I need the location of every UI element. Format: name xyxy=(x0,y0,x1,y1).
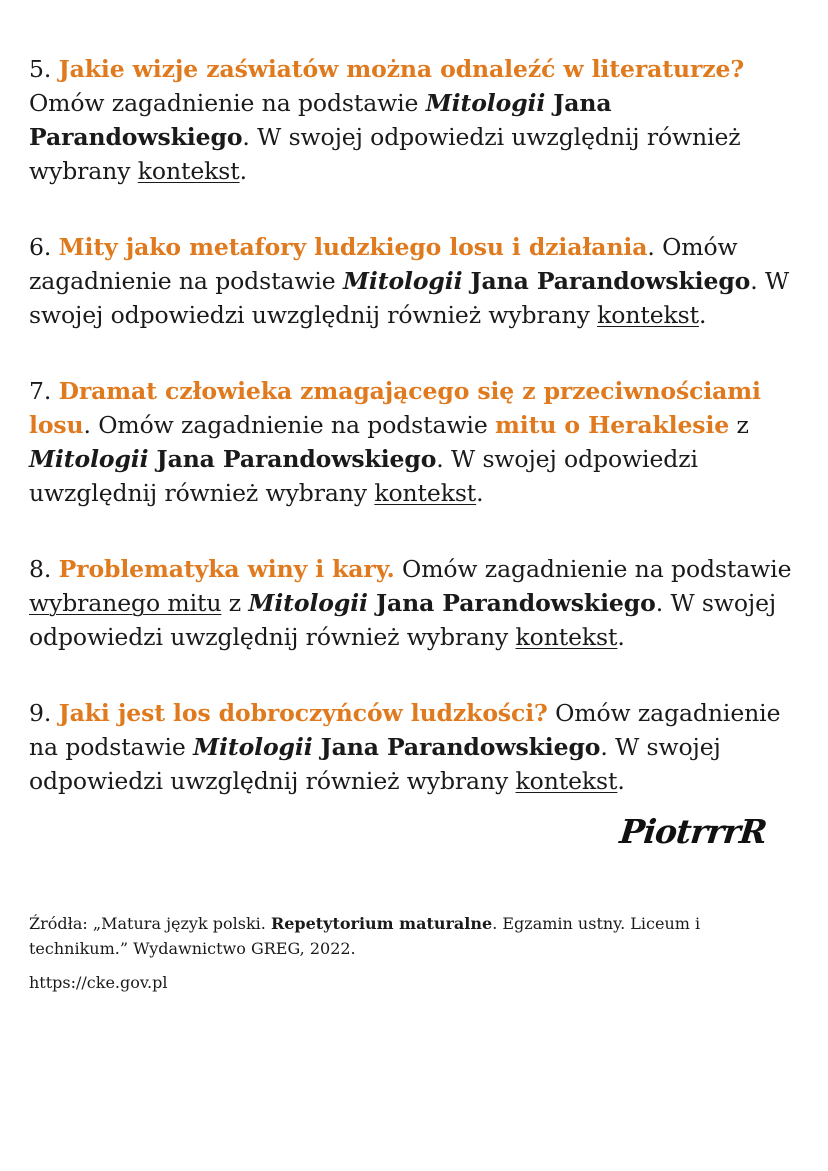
signature: PiotrrrR xyxy=(617,812,769,851)
question-number: 8. xyxy=(29,555,59,583)
question-9 xyxy=(29,696,809,798)
book-title: Mitologii xyxy=(342,267,463,295)
question-6 xyxy=(29,230,809,332)
question-text: . W swojej odpowiedzi uwzględnij również wybrany xyxy=(29,123,741,185)
question-text: . xyxy=(239,157,247,185)
question-highlight: Problematyka winy i kary. xyxy=(58,555,395,583)
question-text: . W swojej odpowiedzi uwzględnij również wybrany xyxy=(29,733,721,795)
underlined-term: kontekst xyxy=(137,157,240,185)
sources-note xyxy=(29,911,789,995)
question-5 xyxy=(29,52,809,188)
sources-title: Repetytorium maturalne xyxy=(270,914,493,933)
question-highlight: mitu o Heraklesie xyxy=(495,411,730,439)
question-text: z xyxy=(221,589,249,617)
question-number: 5. xyxy=(29,55,59,83)
book-title: Mitologii xyxy=(248,589,368,617)
question-text: . W swojej odpowiedzi uwzględnij również wybrany xyxy=(29,267,790,329)
book-title: Mitologii xyxy=(29,445,149,473)
author-name: Jana Parandowskiego xyxy=(367,589,656,617)
question-text: . W swojej odpowiedzi uwzględnij również wybrany xyxy=(29,445,698,507)
question-text: . xyxy=(617,767,625,795)
question-text: Omów zagadnienie na podstawie xyxy=(29,89,426,117)
question-number: 6. xyxy=(29,233,59,261)
question-number: 7. xyxy=(29,377,59,405)
question-highlight: Jakie wizje zaświatów można odnaleźć w literaturze? xyxy=(58,55,745,83)
question-8 xyxy=(29,552,809,654)
question-text: . Omów zagadnienie na podstawie xyxy=(29,233,738,295)
question-text: . Omów zagadnienie na podstawie xyxy=(83,411,496,439)
sources-url: https://cke.gov.pl xyxy=(29,973,168,992)
question-text: z xyxy=(729,411,749,439)
sources-prefix: Źródła: „Matura język polski. xyxy=(29,914,271,933)
question-text: . W swojej odpowiedzi uwzględnij również wybrany xyxy=(29,589,777,651)
underlined-term: kontekst xyxy=(515,623,618,651)
question-highlight: Mity jako metafory ludzkiego losu i działania xyxy=(58,233,648,261)
author-name: Jana Parandowskiego xyxy=(29,89,612,151)
question-7 xyxy=(29,374,809,510)
question-text: Omów zagadnienie na podstawie xyxy=(394,555,792,583)
question-text: Omów zagadnienie na podstawie xyxy=(29,699,781,761)
question-highlight: Dramat człowieka zmagającego się z przeciwnościami losu xyxy=(29,377,761,439)
author-name: Jana Parandowskiego xyxy=(312,733,601,761)
question-text: . xyxy=(617,623,625,651)
underlined-term: kontekst xyxy=(515,767,618,795)
question-text: . xyxy=(476,479,484,507)
author-name: Jana Parandowskiego xyxy=(462,267,751,295)
question-number: 9. xyxy=(29,699,59,727)
underlined-term: wybranego mitu xyxy=(29,589,222,617)
question-text: . xyxy=(698,301,707,329)
underlined-term: kontekst xyxy=(597,301,699,329)
sources-suffix: . Egzamin ustny. Liceum i technikum.” Wydawnictwo GREG, 2022. xyxy=(29,914,701,958)
book-title: Mitologii xyxy=(193,733,313,761)
underlined-term: kontekst xyxy=(374,479,477,507)
questions-list xyxy=(29,52,809,840)
sources-citation xyxy=(29,911,789,961)
book-title: Mitologii xyxy=(425,89,546,117)
author-name: Jana Parandowskiego xyxy=(148,445,437,473)
question-highlight: Jaki jest los dobroczyńców ludzkości? xyxy=(58,699,548,727)
